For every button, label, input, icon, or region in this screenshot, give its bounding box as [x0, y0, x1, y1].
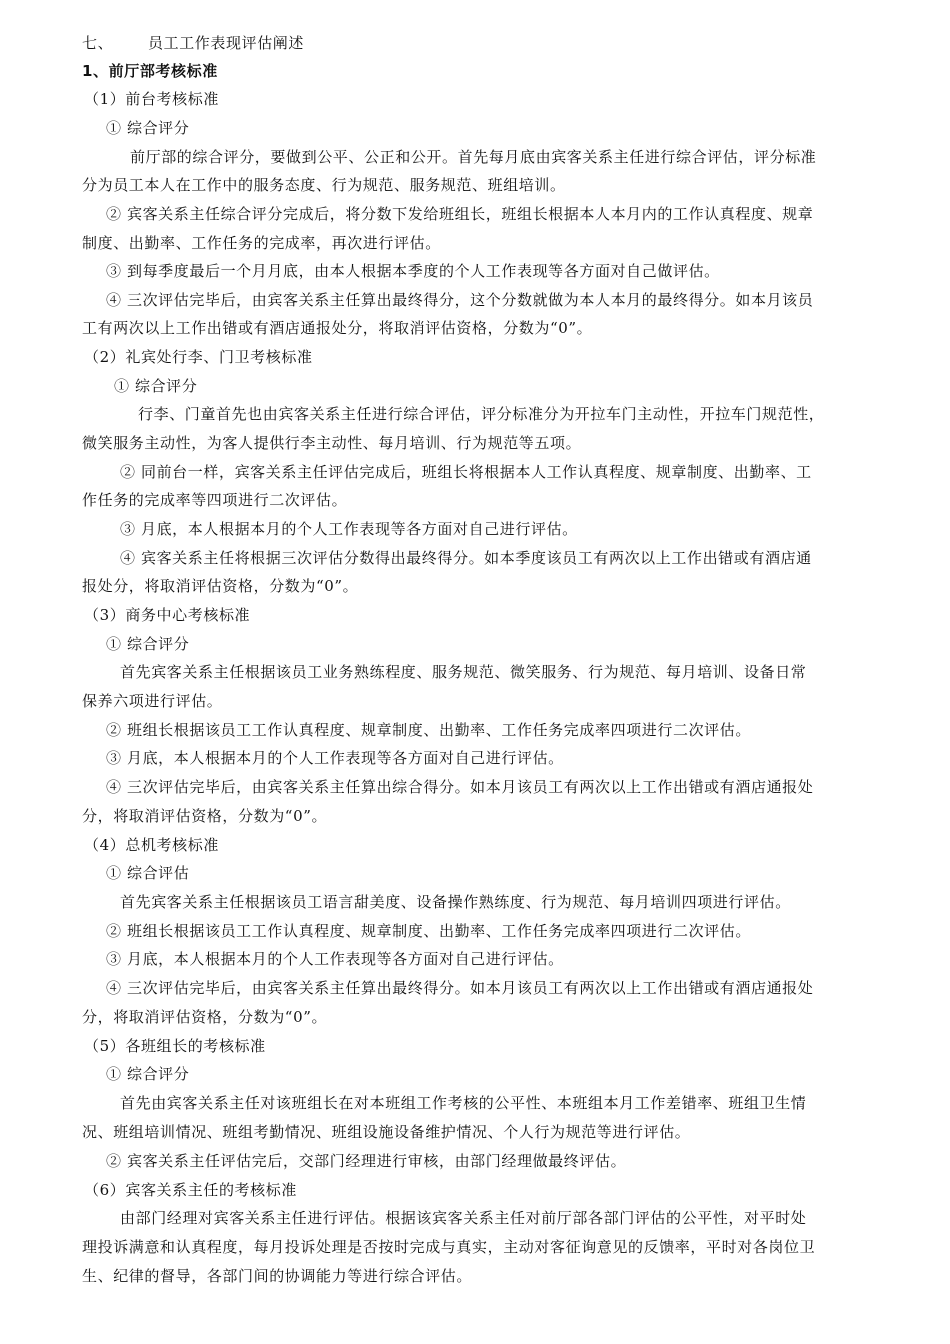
- paragraph-line: 工有两次以上工作出错或有酒店通报处分，将取消评估资格，分数为“0”。: [82, 319, 593, 337]
- paragraph-line: ② 宾客关系主任综合评分完成后，将分数下发给班组长，班组长根据本人本月内的工作认真程度、规章: [106, 205, 814, 223]
- paragraph-line: 制度、出勤率、工作任务的完成率，再次进行评估。: [82, 234, 441, 252]
- paragraph-line: 保养六项进行评估。: [82, 692, 223, 710]
- paragraph-line: 作任务的完成率等四项进行二次评估。: [82, 491, 348, 509]
- paragraph-line: ③ 月底，本人根据本月的个人工作表现等各方面对自己进行评估。: [106, 749, 564, 767]
- paragraph-line: 微笑服务主动性，为客人提供行李主动性、每月培训、行为规范等五项。: [82, 434, 582, 452]
- paragraph-line: 报处分，将取消评估资格，分数为“0”。: [82, 577, 359, 595]
- paragraph-line: 分为员工本人在工作中的服务态度、行为规范、服务规范、班组培训。: [82, 176, 566, 194]
- paragraph-line: ④ 三次评估完毕后，由宾客关系主任算出最终得分。如本月该员工有两次以上工作出错或有酒店通报处: [106, 979, 814, 997]
- subheading-business-center: （3）商务中心考核标准: [84, 606, 251, 624]
- subheading-team-leaders: （5）各班组长的考核标准: [84, 1037, 266, 1055]
- paragraph-line: 理投诉满意和认真程度，每月投诉处理是否按时完成与真实，主动对客征询意见的反馈率，平时对各岗位卫: [82, 1238, 816, 1256]
- subheading-concierge: （2）礼宾处行李、门卫考核标准: [84, 348, 313, 366]
- subheading-operator: （4）总机考核标准: [84, 836, 219, 854]
- paragraph-line: ④ 三次评估完毕后，由宾客关系主任算出综合得分。如本月该员工有两次以上工作出错或有酒店通报处: [106, 778, 814, 796]
- paragraph-line: ② 班组长根据该员工工作认真程度、规章制度、出勤率、工作任务完成率四项进行二次评估。: [106, 922, 751, 940]
- paragraph-line: 前厅部的综合评分，要做到公平、公正和公开。首先每月底由宾客关系主任进行综合评估，评分标准: [130, 148, 817, 166]
- paragraph-line: ② 同前台一样，宾客关系主任评估完成后，班组长将根据本人工作认真程度、规章制度、出勤率、工: [120, 463, 812, 481]
- paragraph-line: 由部门经理对宾客关系主任进行评估。根据该宾客关系主任对前厅部各部门评估的公平性，对平时处: [120, 1209, 807, 1227]
- paragraph-line: ③ 月底，本人根据本月的个人工作表现等各方面对自己进行评估。: [106, 950, 564, 968]
- paragraph-line: 行李、门童首先也由宾客关系主任进行综合评估，评分标准分为开拉车门主动性，开拉车门规范性，: [138, 405, 825, 423]
- paragraph-line: ① 综合评分: [106, 635, 190, 653]
- paragraph-line: ① 综合评分: [106, 1065, 190, 1083]
- paragraph-line: ① 综合评估: [106, 864, 190, 882]
- paragraph-line: ② 宾客关系主任评估完后，交部门经理进行审核，由部门经理做最终评估。: [106, 1152, 627, 1170]
- paragraph-line: ④ 三次评估完毕后，由宾客关系主任算出最终得分，这个分数就做为本人本月的最终得分。如本月该员: [106, 291, 814, 309]
- section-title: [82, 33, 882, 53]
- paragraph-line: ② 班组长根据该员工工作认真程度、规章制度、出勤率、工作任务完成率四项进行二次评估。: [106, 721, 751, 739]
- paragraph-line: 况、班组培训情况、班组考勤情况、班组设施设备维护情况、个人行为规范等进行评估。: [82, 1123, 691, 1141]
- paragraph-line: ③ 月底，本人根据本月的个人工作表现等各方面对自己进行评估。: [120, 520, 578, 538]
- subheading-guest-relations: （6）宾客关系主任的考核标准: [84, 1181, 297, 1199]
- heading-front-office: 1、前厅部考核标准: [82, 62, 218, 80]
- paragraph-line: 生、纪律的督导，各部门间的协调能力等进行综合评估。: [82, 1267, 473, 1285]
- paragraph-line: ① 综合评分: [114, 377, 198, 395]
- paragraph-line: ④ 宾客关系主任将根据三次评估分数得出最终得分。如本季度该员工有两次以上工作出错或有酒店通: [120, 549, 812, 567]
- section-title-text: 员工工作表现评估阐述: [148, 34, 305, 52]
- subheading-front-desk: （1）前台考核标准: [84, 90, 219, 108]
- paragraph-line: ③ 到每季度最后一个月月底，由本人根据本季度的个人工作表现等各方面对自己做评估。: [106, 262, 720, 280]
- paragraph-line: ① 综合评分: [106, 119, 190, 137]
- paragraph-line: 首先宾客关系主任根据该员工语言甜美度、设备操作熟练度、行为规范、每月培训四项进行评估。: [120, 893, 791, 911]
- section-number: 七、: [82, 34, 114, 52]
- paragraph-line: 首先宾客关系主任根据该员工业务熟练程度、服务规范、微笑服务、行为规范、每月培训、设备日常: [120, 663, 807, 681]
- paragraph-line: 分，将取消评估资格，分数为“0”。: [82, 807, 328, 825]
- paragraph-line: 分，将取消评估资格，分数为“0”。: [82, 1008, 328, 1026]
- paragraph-line: 首先由宾客关系主任对该班组长在对本班组工作考核的公平性、本班组本月工作差错率、班组卫生情: [120, 1094, 807, 1112]
